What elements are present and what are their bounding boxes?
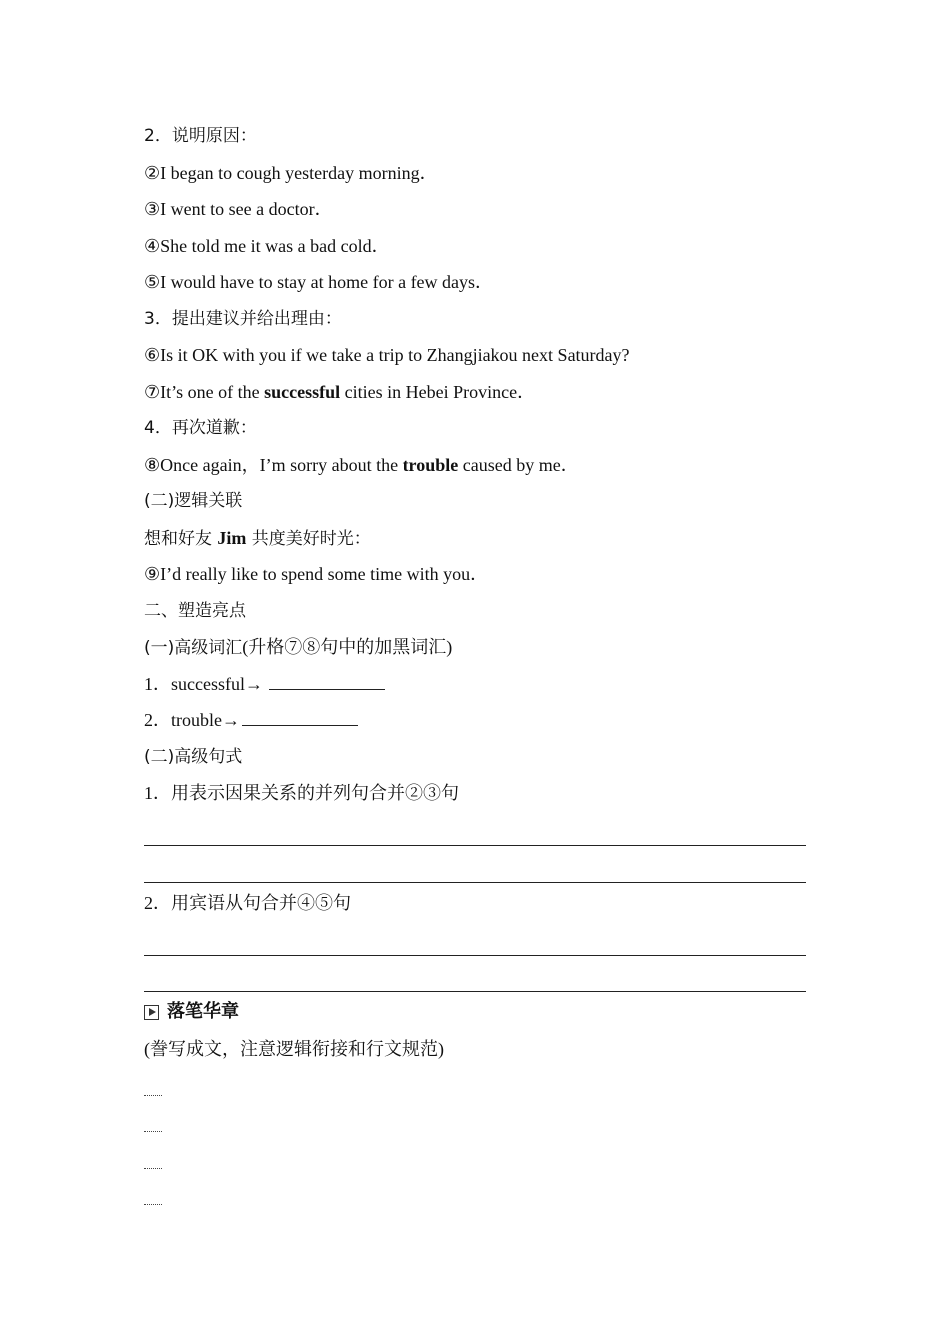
answer-line[interactable] bbox=[144, 812, 806, 849]
fill-in-label: 1．successful→ bbox=[144, 673, 268, 694]
writing-line[interactable] bbox=[144, 1104, 806, 1141]
text-line: ③I went to see a doctor． bbox=[144, 199, 333, 219]
play-triangle-icon bbox=[144, 1005, 159, 1020]
section-heading: (二)高级句式 bbox=[144, 746, 243, 767]
section-heading: 2．说明原因： bbox=[144, 126, 257, 146]
section-heading: 二、塑造亮点 bbox=[144, 600, 246, 621]
section-heading bbox=[144, 520, 806, 557]
text-line: (誊写成文，注意逻辑衔接和行文规范) bbox=[144, 1038, 444, 1059]
bold-keyword: trouble bbox=[402, 454, 459, 475]
text-line: ②I began to cough yesterday morning． bbox=[144, 162, 438, 183]
text-line: 2．用宾语从句合并④⑤句 bbox=[144, 892, 351, 913]
section-title-text: 落笔华章 bbox=[167, 1001, 239, 1022]
fill-in-line bbox=[144, 666, 806, 703]
heading-segment: (一)高级词汇 bbox=[144, 638, 243, 658]
text-line: ⑨I’d really like to spend some time with you． bbox=[144, 564, 489, 584]
writing-line[interactable] bbox=[144, 1140, 806, 1177]
fill-in-line bbox=[144, 702, 806, 739]
answer-line[interactable] bbox=[144, 958, 806, 995]
answer-blank[interactable] bbox=[269, 669, 385, 690]
text-segment: cities in Hebei Province． bbox=[340, 381, 536, 402]
answer-blank[interactable] bbox=[242, 705, 358, 726]
section-heading: (二)逻辑关联 bbox=[144, 491, 243, 511]
writing-line[interactable] bbox=[144, 1067, 806, 1104]
text-line bbox=[144, 447, 806, 484]
text-line: 1．用表示因果关系的并列句合并②③句 bbox=[144, 783, 459, 803]
text-line: ⑤I would have to stay at home for a few days． bbox=[144, 272, 494, 292]
section-title bbox=[144, 994, 806, 1031]
bold-keyword: Jim bbox=[217, 527, 247, 548]
writing-line[interactable] bbox=[144, 1177, 806, 1214]
bold-keyword: successful bbox=[264, 381, 341, 402]
section-heading: 4．再次道歉： bbox=[144, 418, 257, 438]
answer-line[interactable] bbox=[144, 921, 806, 958]
section-heading: 3．提出建议并给出理由： bbox=[144, 308, 342, 329]
text-line: ⑥Is it OK with you if we take a trip to Zhangjiakou next Saturday? bbox=[144, 345, 630, 365]
fill-in-label: 2．trouble→ bbox=[144, 710, 240, 730]
section-heading bbox=[144, 629, 806, 666]
text-segment: ⑦It’s one of the bbox=[144, 381, 265, 402]
text-segment: (升格⑦⑧句中的加黑词汇) bbox=[242, 637, 453, 657]
text-segment: 想和好友 bbox=[144, 528, 218, 549]
answer-line[interactable] bbox=[144, 848, 806, 885]
text-line bbox=[144, 374, 806, 411]
text-segment: caused by me． bbox=[458, 454, 579, 475]
text-segment: ⑧Once again，I’m sorry about the bbox=[144, 454, 403, 475]
triangle-shape bbox=[149, 1008, 156, 1016]
document-page bbox=[144, 118, 806, 1213]
text-segment: 共度美好时光： bbox=[246, 528, 371, 549]
text-line: ④She told me it was a bad cold． bbox=[144, 235, 390, 256]
